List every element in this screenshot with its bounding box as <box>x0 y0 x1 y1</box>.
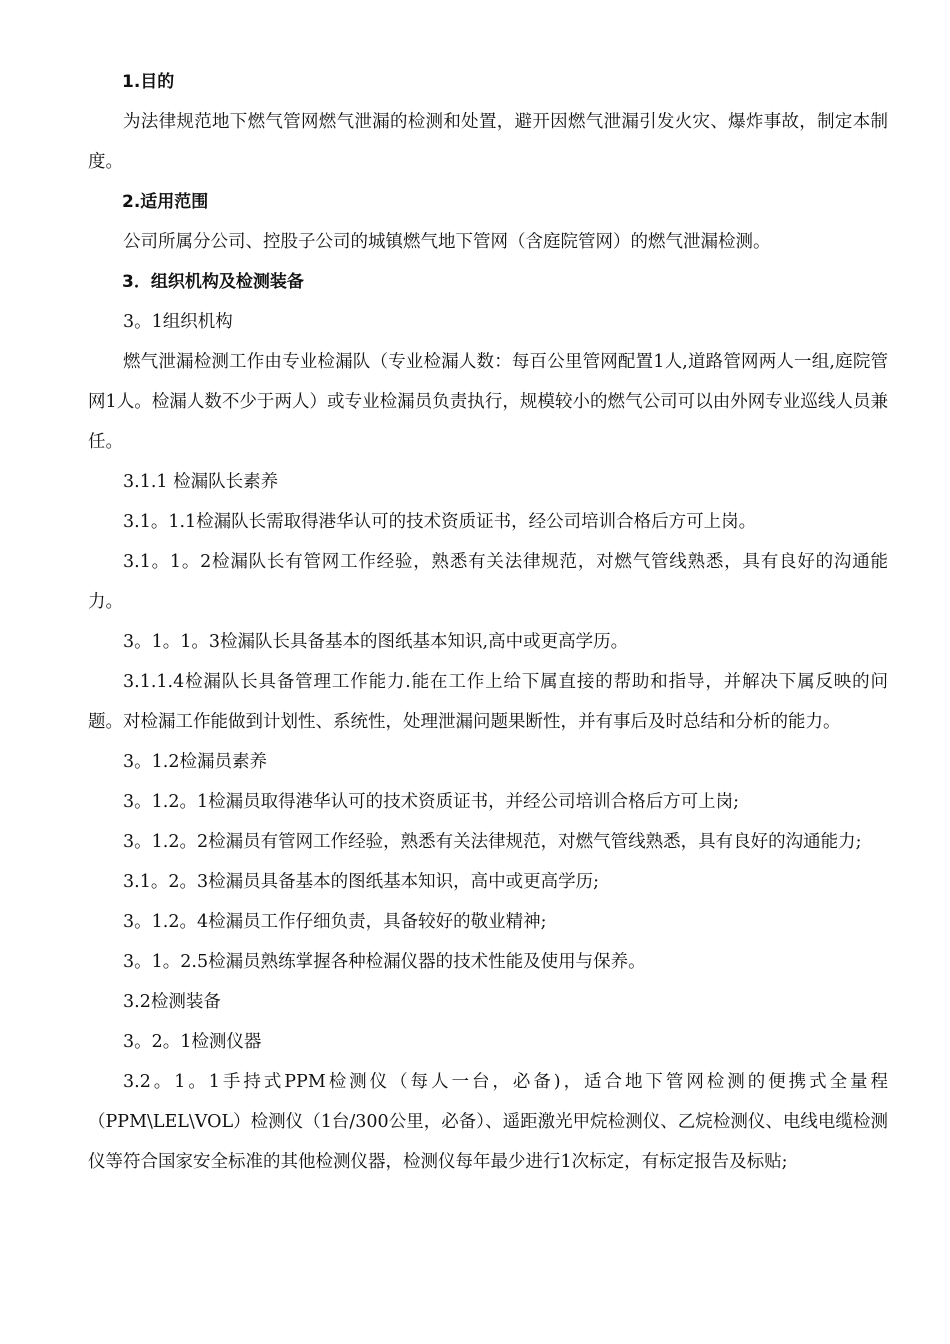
body-paragraph: 3.2。1。1手持式PPM检测仪（每人一台，必备)，适合地下管网检测的便携式全量程（PPM\LEL\VOL）检测仪（1台/300公里，必备）、遥距激光甲烷检测仪、乙烷检测仪、电线电缆检测仪等符合国家安全标准的其他检测仪器，检测仪每年最少进行1次标定，有标定报告及标贴; <box>88 1072 888 1172</box>
section-heading: 2.适用范围 <box>122 192 209 212</box>
body-paragraph: 3。1.2。1检漏员取得港华认可的技术资质证书，并经公司培训合格后方可上岗; <box>123 792 739 812</box>
body-paragraph: 3.1。1.1检漏队长需取得港华认可的技术资质证书，经公司培训合格后方可上岗。 <box>123 512 757 532</box>
body-paragraph: 3。2。1检测仪器 <box>123 1032 262 1052</box>
body-paragraph: 3.2检测装备 <box>123 992 221 1012</box>
document-page <box>88 62 888 1182</box>
body-paragraph: 3。1.2检漏员素养 <box>123 752 267 772</box>
body-paragraph: 为法律规范地下燃气管网燃气泄漏的检测和处置，避开因燃气泄漏引发火灾、爆炸事故，制定本制度。 <box>88 112 888 172</box>
body-paragraph: 公司所属分公司、控股子公司的城镇燃气地下管网（含庭院管网）的燃气泄漏检测。 <box>123 232 771 252</box>
body-paragraph: 燃气泄漏检测工作由专业检漏队（专业检漏人数：每百公里管网配置1人,道路管网两人一组,庭院管网1人。检漏人数不少于两人）或专业检漏员负责执行，规模较小的燃气公司可以由外网专业巡线人员兼任。 <box>88 352 888 452</box>
body-paragraph: 3.1。1。2检漏队长有管网工作经验，熟悉有关法律规范，对燃气管线熟悉，具有良好的沟通能力。 <box>88 552 888 612</box>
section-heading: 1.目的 <box>122 72 175 92</box>
body-paragraph: 3。1。1。3检漏队长具备基本的图纸基本知识,高中或更高学历。 <box>123 632 629 652</box>
body-paragraph: 3。1。2.5检漏员熟练掌握各种检漏仪器的技术性能及使用与保养。 <box>123 952 646 972</box>
body-paragraph: 3.1.1 检漏队长素养 <box>123 472 279 492</box>
body-paragraph: 3。1.2。4检漏员工作仔细负责，具备较好的敬业精神; <box>123 912 547 932</box>
body-paragraph: 3.1.1.4检漏队长具备管理工作能力.能在工作上给下属直接的帮助和指导，并解决下属反映的问题。对检漏工作能做到计划性、系统性，处理泄漏问题果断性，并有事后及时总结和分析的能力。 <box>88 672 888 732</box>
section-heading: 3．组织机构及检测装备 <box>122 272 304 292</box>
body-paragraph: 3.1。2。3检漏员具备基本的图纸基本知识，高中或更高学历; <box>123 872 599 892</box>
body-paragraph: 3。1.2。2检漏员有管网工作经验，熟悉有关法律规范，对燃气管线熟悉，具有良好的沟通能力; <box>123 832 862 852</box>
body-paragraph: 3。1组织机构 <box>123 312 233 332</box>
